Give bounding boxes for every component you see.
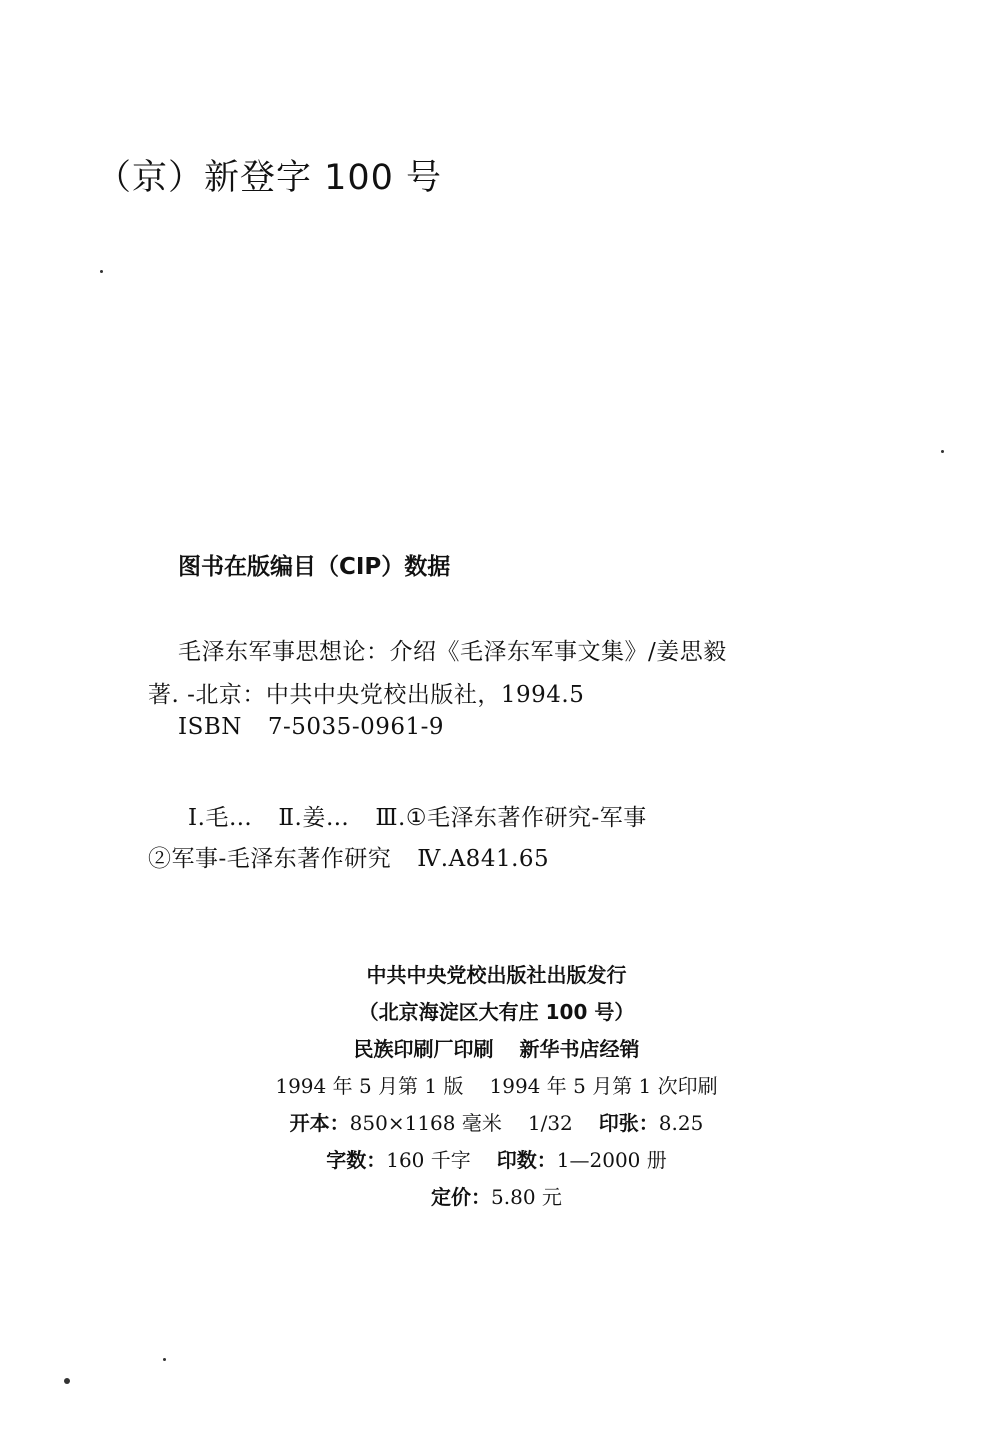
scan-speck: [163, 1358, 166, 1361]
words-value: 160 千字: [386, 1148, 471, 1172]
price-line: [0, 1179, 993, 1216]
words-line: [0, 1142, 993, 1179]
scan-speck: [64, 1378, 70, 1384]
edition: 1994 年 5 月第 1 版: [275, 1074, 464, 1098]
scan-speck: [941, 450, 944, 453]
class-entry-2: Ⅱ.姜…: [278, 805, 350, 831]
isbn-label: ISBN: [178, 714, 242, 740]
isbn-number: 7-5035-0961-9: [267, 714, 445, 740]
cip-title-line: 毛泽东军事思想论：介绍《毛泽东军事文集》/姜思毅: [178, 639, 727, 665]
price-label: 定价：: [431, 1185, 492, 1209]
printing: 1994 年 5 月第 1 次印刷: [489, 1074, 718, 1098]
class-entry-5: Ⅳ.A841.65: [417, 846, 550, 872]
cip-classification-line-2: [148, 840, 549, 873]
format-label: 开本：: [289, 1111, 350, 1135]
class-entry-1: Ⅰ.毛…: [188, 805, 253, 831]
copies-value: 1—2000 册: [556, 1148, 667, 1172]
cip-heading: 图书在版编目（CIP）数据: [178, 554, 451, 580]
edition-line: [0, 1068, 993, 1105]
cip-isbn-line: [178, 714, 444, 740]
format-value: 850×1168 毫米: [349, 1111, 502, 1135]
class-entry-4: ②军事-毛泽东著作研究: [148, 846, 392, 872]
address-line: （北京海淀区大有庄 100 号）: [358, 1000, 635, 1024]
words-label: 字数：: [326, 1148, 387, 1172]
printer: 民族印刷厂印刷: [353, 1037, 494, 1061]
format-line: [0, 1105, 993, 1142]
fraction-value: 1/32: [527, 1111, 573, 1135]
price-value: 5.80 元: [491, 1185, 562, 1209]
class-entry-3: Ⅲ.①毛泽东著作研究-军事: [375, 805, 647, 831]
cip-publication-line: 著. -北京：中共中央党校出版社，1994.5: [148, 682, 585, 708]
publisher-line: 中共中央党校出版社出版发行: [366, 963, 627, 987]
sheets-value: 8.25: [658, 1111, 704, 1135]
colophon: [0, 957, 993, 1216]
registration-number: （京）新登字 100 号: [96, 158, 443, 198]
scan-speck: [100, 270, 103, 273]
copies-label: 印数：: [496, 1148, 557, 1172]
cip-classification-line-1: [188, 799, 647, 832]
distributor: 新华书店经销: [519, 1037, 640, 1061]
printer-line: [0, 1031, 993, 1068]
sheets-label: 印张：: [598, 1111, 659, 1135]
